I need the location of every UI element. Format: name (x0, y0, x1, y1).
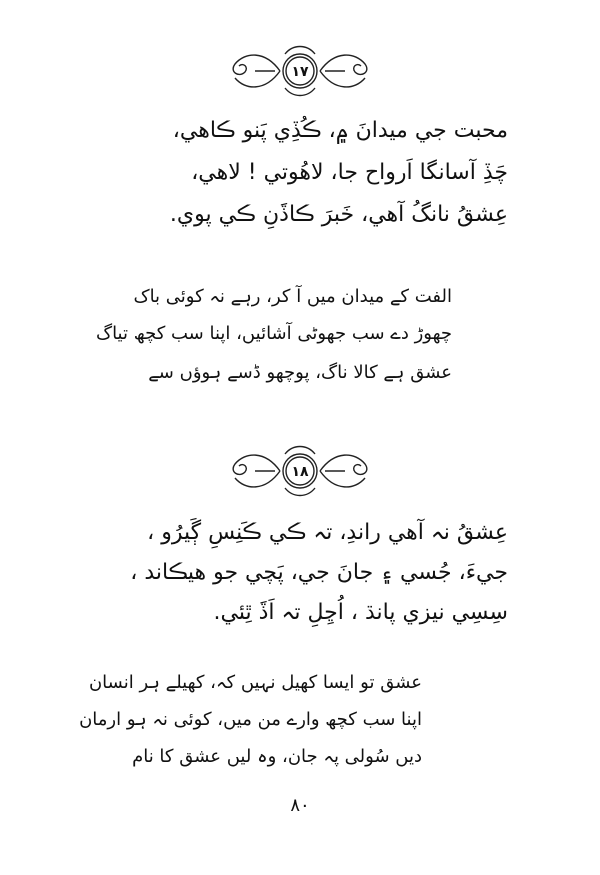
poem-17-number: ١٧ (291, 64, 309, 80)
poem-18-number: ١٨ (291, 464, 309, 480)
poem-17-urdu-line-2: چھوڑ دے سب جھوٹی آشائیں، اپنا سب کچھ تیاگ (95, 323, 452, 344)
poem-17-ornament (225, 40, 375, 102)
poem-17-sindhi-line-3: عِشقُ نانگُ آهي، خَبرَ ڪاڏَنِ ڪي پوي. (169, 202, 508, 227)
floral-ornament-icon (225, 40, 375, 102)
poem-18-urdu-line-1: عشق تو ایسا کھیل نہیں کہ، کھیلے ہر انسان (88, 672, 422, 693)
poem-17-urdu-line-1: الفت کے میدان میں آ کر، رہے نہ کوئی باک (133, 286, 452, 307)
poem-18-ornament (225, 440, 375, 502)
floral-ornament-icon (225, 440, 375, 502)
poem-17-urdu-line-3: عشق ہے کالا ناگ، پوچھو ڈسے ہوؤں سے (148, 362, 452, 383)
poem-18-urdu-line-3: دیں سُولی پہ جان، وہ لیں عشق کا نام (132, 746, 422, 767)
poem-18-sindhi-line-3: سِسِي نيزي پانڌ ، اُڃِلِ تہ اَڏَ ٿِئي. (213, 600, 508, 625)
poem-17-sindhi-line-2: چَڏِ آسانگا اَرواح جا، لاهُوتي ! لاهي، (191, 160, 508, 185)
poem-18-sindhi-line-1: عِشقُ نہ آهي راندِ، تہ ڪي ڪَنِسِ ڳَيرُو ، (147, 520, 508, 545)
poem-17-sindhi-line-1: محبت جي ميدانَ ۾، ڪُڏِي پَنو ڪاهي، (172, 118, 508, 143)
page-number: ٨٠ (290, 795, 310, 816)
poem-18-urdu-line-2: اپنا سب کچھ وارے من میں، کوئی نہ ہو ارمان (79, 709, 422, 730)
poem-18-sindhi-line-2: جيءَ، جُسي ۽ جانَ جي، پَچي جو هيڪاند ، (130, 560, 508, 585)
